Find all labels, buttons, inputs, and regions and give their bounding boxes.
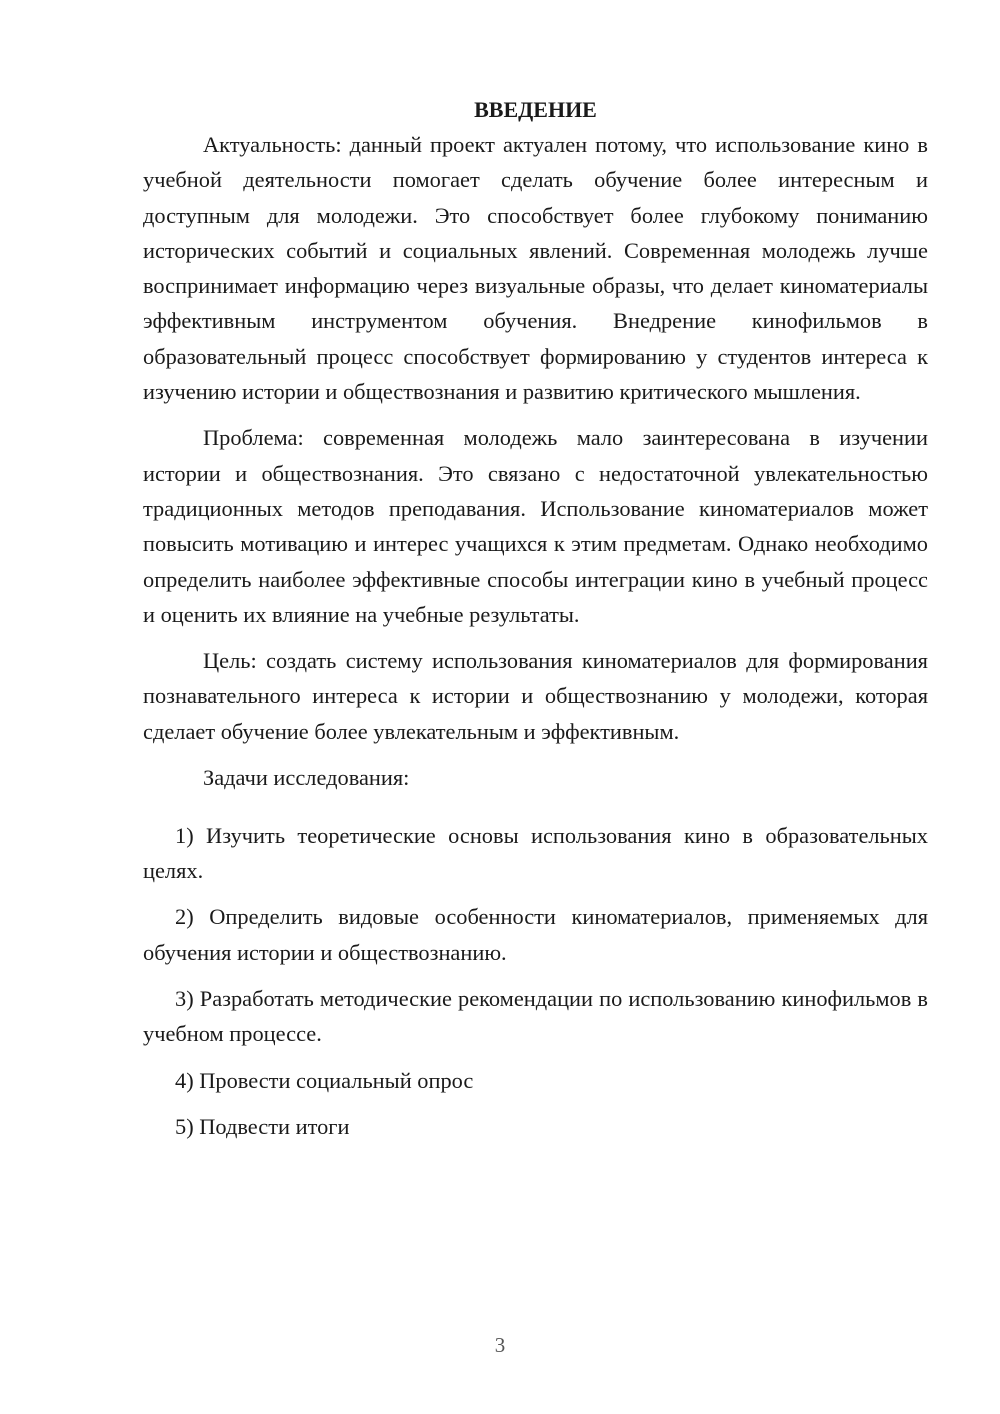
problem-paragraph: Проблема: современная молодежь мало заинтересована в изучении истории и обществознания. Это связано с недостаточной увлекательностью традиционных методов преподавания. Использование киноматериалов может повысить мотивацию и интерес учащихся к этим предметам. Однако необходимо определить наиболее эффективные способы интеграции кино в учебный процесс и оценить их влияние на учебные результаты. <box>143 425 928 627</box>
document-page <box>143 92 928 1144</box>
relevance-paragraph: Актуальность: данный проект актуален потому, что использование кино в учебной деятельности помогает сделать обучение более интересным и доступным для молодежи. Это способствует более глубокому пониманию исторических событий и социальных явлений. Современная молодежь лучше воспринимает информацию через визуальные образы, что делает киноматериалы эффективным инструментом обучения. Внедрение кинофильмов в образовательный процесс способствует формированию у студентов интереса к изучению истории и обществознания и развитию критического мышления. <box>143 132 928 405</box>
task-item: 3) Разработать методические рекомендации по использованию кинофильмов в учебном процессе. <box>143 985 928 1047</box>
tasks-label: Задачи исследования: <box>203 765 410 791</box>
page-number: 3 <box>494 1333 506 1357</box>
section-heading: ВВЕДЕНИЕ <box>474 97 597 122</box>
tasks-list <box>143 818 928 1144</box>
task-item: 1) Изучить теоретические основы использования кино в образовательных целях. <box>143 822 928 884</box>
task-item: 5) Подвести итоги <box>175 1113 350 1139</box>
task-item: 2) Определить видовые особенности киноматериалов, применяемых для обучения истории и обществознанию. <box>143 904 928 965</box>
goal-paragraph: Цель: создать систему использования киноматериалов для формирования познавательного интереса к истории и обществознанию у молодежи, которая сделает обучение более увлекательным и эффективным. <box>143 648 928 744</box>
task-item: 4) Провести социальный опрос <box>175 1067 474 1093</box>
